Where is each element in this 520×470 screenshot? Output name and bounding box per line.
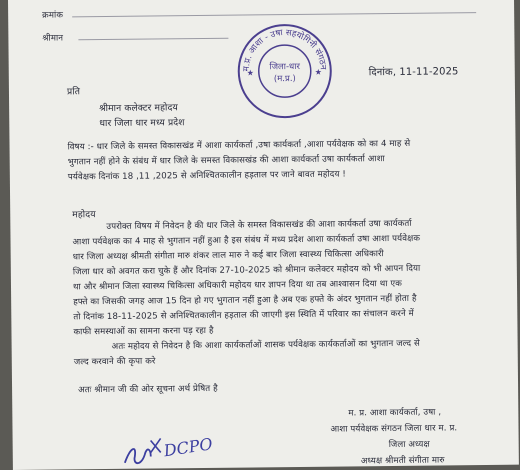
prati-label: प्रति bbox=[66, 86, 81, 98]
stamp-center-line2: (म.प्र.) bbox=[273, 73, 296, 85]
body-line4: जिला धार को अवगत करा चुके हैं और दिनांक 27-10-2025 को श्रीमान कलेक्टर महोदय को भी आपन दिया bbox=[72, 263, 421, 278]
stamp-org-text: म.प्र. आशा - उषा सहयोगिनी संगठन bbox=[241, 28, 328, 72]
body-line3: धार जिला अध्यक्ष श्रीमती संगीता मारु शंकर लाल मारु ने कई बार जिला स्वास्थ्य चिकित्सा अधिकारी bbox=[72, 249, 384, 263]
body-line10: जल्द करवाने की कृपा करे bbox=[73, 356, 156, 368]
shriman-line bbox=[78, 38, 228, 41]
recipient-line2: धार जिला धार मध्य प्रदेश bbox=[99, 117, 185, 130]
body-line8: काफी समस्याओं का सामना करना पड़ रहा है bbox=[73, 325, 214, 338]
body-line9: अतः महोदय से निवेदन है कि आशा कार्यकर्ताओं शासक पर्यवेक्षक कार्यकर्ताओं का भुगतान जल्द से bbox=[111, 338, 420, 352]
stamp-star-left: ★ bbox=[246, 68, 254, 78]
sender-line2: आशा पर्यवेक्षक संगठन जिला धार म. प्र. bbox=[330, 423, 458, 435]
subject-line2: भुगतान नहीं होने के संबंध में धार जिले के समस्त विकासखंड की आशा कार्यकर्ता उषा कार्यकर्ता आशा bbox=[67, 154, 385, 168]
handwritten-signature bbox=[120, 426, 230, 469]
sender-line1: म. प्र. आशा कार्यकर्ता, उषा , bbox=[348, 407, 442, 419]
kramank-line bbox=[72, 12, 476, 17]
signature-text: DCPO bbox=[162, 434, 214, 461]
subject-line3: पर्यवेक्षक दिनांक 18 ,11 ,2025 से अनिश्चितकालीन हड़ताल पर जाने बावत महोदय ! bbox=[67, 169, 346, 183]
shriman-label: श्रीमान bbox=[42, 33, 64, 44]
body-line1: उपरोक्त विषय में निवेदन है की धार जिले के समस्त विकासखंड की आशा कार्यकर्ता उषा कार्यकर्ता bbox=[106, 218, 412, 232]
sender-line3: जिला अध्यक्ष bbox=[388, 439, 430, 451]
stamp-center-line1: जिला-धार bbox=[269, 61, 300, 73]
body-line5: था और श्रीमान जिला स्वास्थ्य चिकित्सा अधिकारी महोदय धार ज्ञापन दिया था तब आश्वासन दिया था एक bbox=[72, 278, 402, 293]
subject-line1: विषय :- धार जिले के समस्त विकासखंड में आशा कार्यकर्ता ,उषा कार्यकर्ता ,आशा पर्यवेक्षक को का 4 माह से bbox=[67, 138, 411, 153]
sender-line4: अध्यक्ष श्रीमती संगीता मारु bbox=[360, 455, 445, 467]
salutation: महोदय bbox=[72, 209, 96, 221]
recipient-line1: श्रीमान कलेक्टर महोदय bbox=[99, 102, 178, 115]
closing-line: अतः श्रीमान जी की ओर सूचना अर्थ प्रेषित है bbox=[78, 383, 218, 396]
stamp-star-right: ★ bbox=[314, 67, 322, 77]
kramank-label: क्रमांक bbox=[42, 10, 64, 21]
body-line7: तो दिनांक 18-11-2025 से अनिश्चितकालीन हड़ताल की जाएगी इस स्थिति में परिवार का संचालन करने में bbox=[73, 308, 414, 323]
letter-page bbox=[8, 0, 519, 470]
body-line6: हफ्ते का जिसकी जगह आज 15 दिन हो गए भुगतान नहीं हुआ है अब एक हफ्ते के अंदर भुगतान नहीं होता है bbox=[73, 293, 417, 308]
letter-date: दिनांक, 11-11-2025 bbox=[368, 66, 459, 79]
organization-stamp bbox=[236, 23, 333, 120]
body-line2: आशा पर्यवेक्षक का 4 माह से भुगतान नहीं हुआ है इस संबंध में मध्य प्रदेश आशा कार्यकर्ता उषा आशा पर्यवेक्षक bbox=[72, 233, 421, 248]
